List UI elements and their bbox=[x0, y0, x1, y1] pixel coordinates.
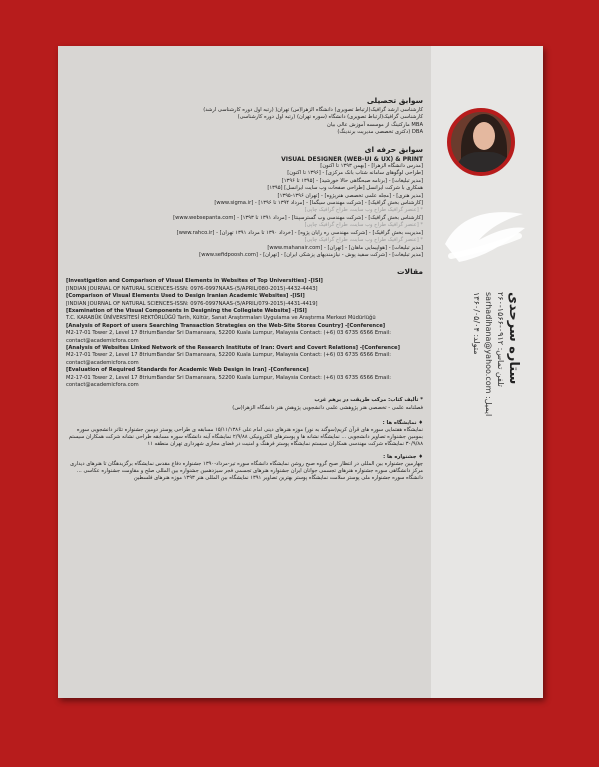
phone-value: ۰۹۱۲-۱۵۶۶-۲۶۰ bbox=[496, 292, 505, 346]
career-item: [مدیریت بخش گرافیک] - [شرکت مهندسی ره رایان پژوه] - [خرداد ۱۳۹۰ تا مرداد ۱۳۹۱ تهران] - [www.rahco.ir] bbox=[176, 229, 423, 236]
birth-row: متولد: ۱۳۶۰/۰۵/۰۴ bbox=[472, 292, 481, 355]
paper-detail: M2-17-01 Tower 2, Level 17 8triumBandar Sri Damansara, 52200 Kuala Lumpur, Malaysia Contact: (+6) 03 6735 6566 Email: contact@academicfora.com bbox=[66, 330, 391, 344]
contact-block bbox=[455, 292, 535, 542]
festivals-section bbox=[66, 454, 423, 482]
resume-sheet bbox=[58, 46, 543, 698]
paper-title: [Analysis of Report of users Searching Transaction Strategies on the Web-Site Stores Country] -[Conference] bbox=[66, 322, 386, 329]
birth-value: ۱۳۶۰/۰۵/۰۴ bbox=[472, 292, 481, 332]
education-item: MBA مارکتینگ از موسسه آموزش عالی بیان bbox=[326, 121, 423, 128]
career-item: [مدیر هنری] - [مجله علمی تخصصی هنرپژوه] - [تهران ۱۳۹۶-۱۳۹۵] bbox=[277, 192, 423, 199]
papers-title: مقالات bbox=[397, 267, 423, 277]
email-link[interactable]: sarhadihana@yahoo.com bbox=[484, 292, 493, 394]
profile-photo bbox=[447, 108, 515, 176]
book-note: فصلنامه علمی - تخصصی هنر پژوهشی علمی دانشجویی پژوهش هنر دانشگاه الزهرا(س) bbox=[232, 404, 423, 411]
email-row: ایمیل: sarhadihana@yahoo.com bbox=[484, 292, 493, 417]
paper-title: [Comparison of Visual Elements Used to Design Iranian Academic Websites] -[ISI] bbox=[66, 293, 305, 300]
exhibitions-section bbox=[66, 420, 423, 448]
festivals-title: ♦ جشنواره ها : bbox=[383, 454, 423, 461]
career-title: سوابق حرفه ای bbox=[364, 144, 423, 154]
paper-detail: T.C. KARABÜK ÜNİVERSİTESİ REKTÖRLÜĞÜ Tarih, Kültür, Sanat Araştırmaları Uygulama ve Araştırma Merkezi Müdürlüğü bbox=[66, 315, 376, 322]
education-section bbox=[66, 96, 423, 137]
education-item: کارشناسی گرافیک(ارتباط تصویری) دانشگاه (سوره تهران) (رتبه اول دوره کارشناسی) bbox=[237, 114, 423, 121]
paper-title: [Investigation and Comparison of Visual Elements in Websites of Top Universities] -[ISI] bbox=[66, 278, 323, 285]
paper-title: [Evaluation of Required Standards for Academic Web Design in Iran] -[Conference] bbox=[66, 367, 309, 374]
career-item: [کارشناس بخش گرافیک] - [شرکت مهندسی وب گسترسپنتا] - [مرداد ۱۳۹۱ تا ۱۳۹۳] - [www.websepanta.com] bbox=[173, 214, 423, 221]
paper-title: [Analysis of Websites Linked Network of the Research Institute of Iran: Overt and Covert Relations] -[Conference] bbox=[66, 344, 400, 351]
sidebar bbox=[431, 46, 543, 698]
career-item: [مدرس دانشگاه الزهرا] - [بهمن ۱۳۹۳ تا اکنون] bbox=[320, 163, 423, 170]
paper-title: [Examination of the Visual Components in Designing the Collegiate Website] -[ISI] bbox=[66, 307, 307, 314]
career-item: [کارشناس بخش گرافیک] - [شرکت مهندسی سیگما] - [مرداد ۱۳۹۴ تا ۱۳۹۶] - [www.sigma.ir] bbox=[214, 200, 423, 207]
book-title: * تألیف کتاب: مرکب طریقت در برهم غرب bbox=[314, 397, 423, 404]
resume-content bbox=[66, 96, 423, 482]
paper-detail: M2-17-01 Tower 2, Level 17 8triumBandar Sri Damansara, 52200 Kuala Lumpur, Malaysia Contact: (+6) 03 6735 6566 Email: contact@academicfora.com bbox=[66, 352, 391, 366]
career-headline: VISUAL DESIGNER (WEB-UI & UX) & PRINT bbox=[281, 155, 423, 163]
festivals-text: چهارمین جشنواره بین المللی در انتظار صبح گروه صبح روشن نمایشگاه دانشگاه سوره تیر-مرداد-۱۳۹۰ جشنواره دفاع مقدس نمایشگاه برگزیدهگان تا هنرهای دیداری مرکز دانشگاهی سوره جشنواره هنرهای تجسمی جوانان ایران جشنواره هنرهای تجسمی فجر سیزدهمین جشنواره بین المللی صلح و مقاومت جشنواره عکاسی ... دانشگاه سوره جشنواره ملی پوستر سلامت نمایشگاه پوستر بهترین تصاویر ۱۳۹۱ نمایشگاه بین المللی هنر ۱۳۹۳ موزه هنرهای فلسطین bbox=[70, 461, 423, 482]
papers-list bbox=[66, 278, 423, 389]
education-item: DBA (دکتری تخصصی مدیریت برندینگ) bbox=[337, 129, 423, 136]
career-item: [طراحی لوگوهای سامانه شتاب بانک مرکزی] - [۱۳۹۶ تا اکنون] bbox=[287, 170, 423, 177]
signature-logo-icon bbox=[439, 196, 529, 276]
career-item: [مدیر تبلیغات] - [هواپیمایی ماهان] - [تهران] - [www.mahanair.com] bbox=[267, 244, 423, 251]
career-note: * [عنصر گرافیک طراح وب سایت، طراح گرافیک چاپی] bbox=[304, 207, 423, 214]
papers-section bbox=[66, 267, 423, 389]
career-item: [مدیر تبلیغات] - [برنامه صبحگاهی حالا خورشید] - [۱۳۹۵ تا ۱۳۹۶] bbox=[281, 177, 423, 184]
career-section bbox=[66, 145, 423, 260]
exhibitions-title: ♦ نمایشگاه ها : bbox=[382, 420, 423, 427]
education-item: کارشناسی ارشد گرافیک(ارتباط تصویری) دانشگاه الزهرا(س) تهران( (رتبه اول دوره کارشناسی ارشد) bbox=[203, 107, 423, 113]
paper-detail: [INDIAN JOURNAL OF NATURAL SCIENCES-ISSN: 0976-0997NAAS-(5/APRIL/080-2015)-4432-4443] bbox=[66, 285, 318, 292]
paper-detail: M2-17-01 Tower 2, Level 17 8triumBandar Sri Damansara, 52200 Kuala Lumpur, Malaysia Contact: (+6) 03 6735 6566 Email: contact@academicfora.com bbox=[66, 374, 391, 388]
paper-detail: [INDIAN JOURNAL OF NATURAL SCIENCES-ISSN: 0976-0997NAAS-(5/APRIL/079-2015)-4431-4419] bbox=[66, 300, 318, 307]
phone-row: تلفن تماس: ۰۹۱۲-۱۵۶۶-۲۶۰ bbox=[496, 292, 505, 387]
person-name: ستاره سرحدی bbox=[506, 292, 521, 385]
career-note: * [عنصر گرافیک طراح وب سایت، طراح گرافیک چاپی] bbox=[304, 222, 423, 229]
career-item: همکاری با شرکت ایرانسل [طراحی صفحات وب سایت ایرانسل] [۱۳۹۵] bbox=[267, 185, 423, 192]
book-section bbox=[66, 397, 423, 412]
education-title: سوابق تحصیلی bbox=[366, 96, 423, 105]
exhibitions-text: نمایشگاه هفتمایی سوره های قرآن کریم(سوگند به نور) موزه هنرهای دینی امام علی ۱۵/۱۱/۱۳۸۶ مسابقه ی طراحی پوستر دومین جشنواره تئاتر دانشجویی سوره بمومین جشنواره تصاویر دانشجویی ... نمایشگاه نشانه ها و پوسترهای الکترونیکی ۲/۹/۸۸ نمایشگاه آینه دانشگاه سوره مسابقه طراحی نشانه شرکت همکاران سیستم ۳۰/۹/۸۸ نمایشگاه شرکت مهندسی همکاران سیستم نمایشگاه پوستر فرهنگ و امنیت در فضای مجازی شهرداری تهران منطقه ۱۱ bbox=[68, 427, 423, 448]
career-note: * [عنصر گرافیک طراح وب سایت، طراح گرافیک چاپی] bbox=[304, 237, 423, 244]
career-item: [مدیر تبلیغات] - [شرکت سفید پوش - نیازمندیهای پزشکی ایران] - [تهران] - [www.sefidpoosh.com] bbox=[199, 251, 423, 258]
career-list bbox=[66, 163, 423, 259]
